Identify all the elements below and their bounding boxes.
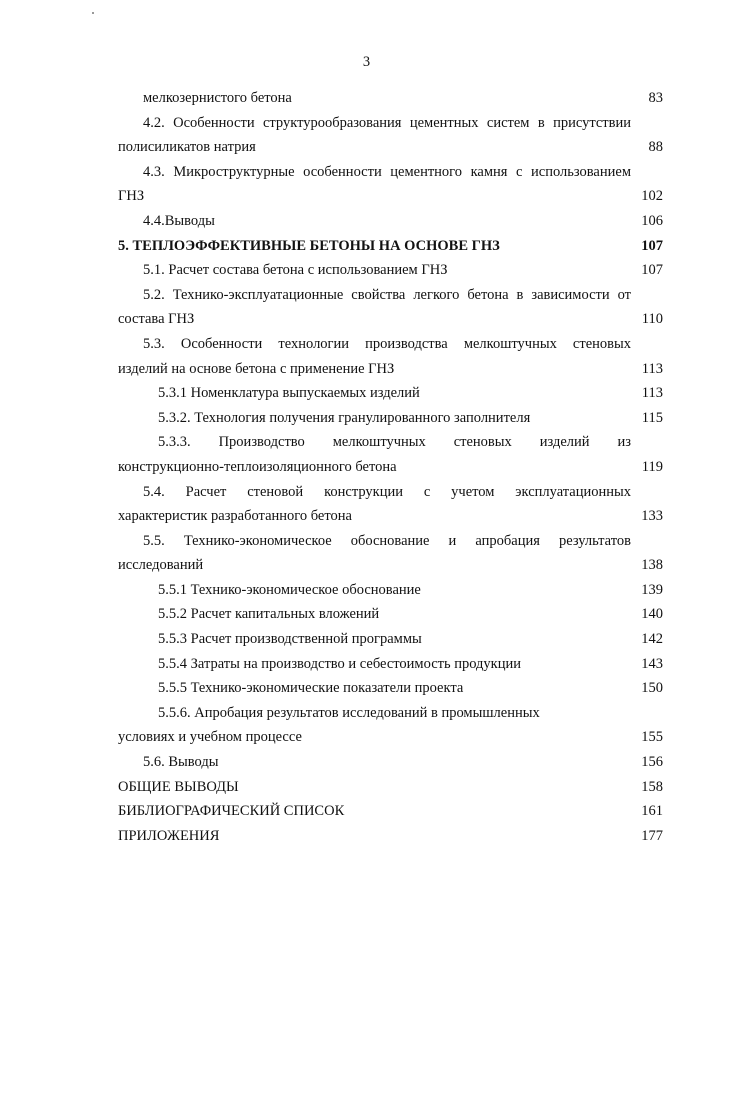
toc-entry-line: 5.5.1 Технико-экономическое обоснование	[158, 581, 421, 598]
toc-entry-page: 140	[641, 606, 663, 623]
toc-entry-line: 5.5. Технико-экономическое обоснование и апробация результатов	[143, 532, 631, 549]
toc-entry-page: 142	[641, 631, 663, 648]
toc-entry-line: 5.4. Расчет стеновой конструкции с учетом эксплуатационных	[143, 483, 631, 500]
toc-entry-page: 83	[648, 90, 663, 106]
toc-entry-page: 107	[641, 237, 663, 254]
toc-entry-page: 133	[641, 508, 663, 525]
toc-entry-5-5-5	[118, 676, 663, 701]
toc-entry-page: 113	[641, 360, 663, 377]
toc-entry-line: 5.6. Выводы	[143, 754, 219, 771]
toc-entry-line: 5.3. Особенности технологии производства мелкоштучных стеновых	[143, 335, 631, 352]
toc-entry-page: 113	[641, 385, 663, 402]
toc-entry-page: 88	[648, 139, 663, 156]
toc-entry-line: 5.5.5 Технико-экономические показатели проекта	[158, 680, 464, 697]
toc-entry-page: 119	[641, 458, 663, 475]
toc-entry-4-4	[118, 209, 663, 234]
toc-entry-4-2	[118, 111, 663, 160]
toc-entry-line: состава ГНЗ	[118, 311, 195, 328]
toc-entry-5-4	[118, 480, 663, 529]
toc-entry-5-3	[118, 332, 663, 381]
toc-entry-line: 5.2. Технико-эксплуатационные свойства легкого бетона в зависимости от	[143, 286, 631, 303]
toc-entry-page: 156	[641, 754, 663, 771]
toc-entry-bibliography	[118, 799, 663, 824]
toc-entry-line: 5.3.3. Производство мелкоштучных стеновых изделий из	[158, 434, 631, 451]
toc-entry-5-5-3	[118, 627, 663, 652]
toc-entry-page: 115	[641, 409, 663, 426]
toc-entry-line: ПРИЛОЖЕНИЯ	[118, 827, 220, 844]
toc-entry-page: 143	[641, 655, 663, 672]
toc-entry-page: 139	[641, 581, 663, 598]
toc-entry-general-conclusions	[118, 775, 663, 800]
toc-entry-line: полисиликатов натрия	[118, 139, 256, 156]
toc-entry-text: мелкозернистого бетона	[143, 90, 292, 106]
toc-entry-line: 5.1. Расчет состава бетона с использованием ГНЗ	[143, 262, 448, 279]
toc-entry-page: 138	[641, 557, 663, 574]
toc-entry-line: ГНЗ	[118, 188, 145, 205]
toc-entry-line: 5.3.1 Номенклатура выпускаемых изделий	[158, 385, 420, 402]
toc-entry-5-6	[118, 750, 663, 775]
toc-entry-5-1	[118, 258, 663, 283]
toc-entry-5	[118, 234, 663, 259]
toc-entry-line: изделий на основе бетона с применение ГНЗ	[118, 360, 395, 377]
toc-entry-5-5-1	[118, 578, 663, 603]
toc-entry-line: БИБЛИОГРАФИЧЕСКИЙ СПИСОК	[118, 803, 345, 820]
toc-entry-5-5-6	[118, 701, 663, 750]
toc-entry-line: 5.3.2. Технология получения гранулированного заполнителя	[158, 409, 531, 426]
toc-entry-page: 155	[641, 729, 663, 746]
scan-artifact-dot	[92, 12, 94, 14]
toc-entry-line: 5. ТЕПЛОЭФФЕКТИВНЫЕ БЕТОНЫ НА ОСНОВЕ ГНЗ	[118, 237, 500, 254]
page-number: 3	[362, 54, 371, 70]
toc-entry-5-3-1	[118, 381, 663, 406]
toc-entry-line: 5.5.2 Расчет капитальных вложений	[158, 606, 380, 623]
toc-entry-line: характеристик разработанного бетона	[118, 508, 352, 525]
toc-entry-5-5-2	[118, 602, 663, 627]
toc-entry-5-3-3	[118, 430, 663, 479]
toc-entry-5-2	[118, 283, 663, 332]
toc-entry-page: 107	[641, 262, 663, 279]
toc-entry-line: 4.2. Особенности структурообразования цементных систем в присутствии	[143, 114, 631, 131]
toc-entry-4-3	[118, 160, 663, 209]
toc-entry-page: 106	[641, 212, 663, 229]
toc-entry-page: 150	[641, 680, 663, 697]
toc-entry-line: 5.5.3 Расчет производственной программы	[158, 631, 422, 648]
toc-entry-line: 4.4.Выводы	[143, 212, 215, 229]
toc-entry-5-5	[118, 529, 663, 578]
toc-entry-line: 4.3. Микроструктурные особенности цементного камня с использованием	[143, 163, 631, 180]
toc-entry-appendices	[118, 824, 663, 849]
table-of-contents	[118, 86, 663, 848]
toc-entry-line: ОБЩИЕ ВЫВОДЫ	[118, 778, 239, 795]
toc-entry-page: 110	[641, 311, 663, 328]
toc-entry-line: 5.5.4 Затраты на производство и себестоимость продукции	[158, 655, 521, 672]
toc-entry-page: 161	[641, 803, 663, 820]
toc-entry-continued	[118, 86, 663, 111]
toc-entry-line: конструкционно-теплоизоляционного бетона	[118, 458, 397, 475]
toc-entry-line: условиях и учебном процессе	[118, 729, 302, 746]
toc-entry-page: 177	[641, 827, 663, 844]
toc-entry-page: 158	[641, 778, 663, 795]
toc-entry-line: исследований	[118, 557, 204, 574]
toc-entry-line: 5.5.6. Апробация результатов исследований в промышленных	[158, 704, 540, 721]
toc-entry-page: 102	[641, 188, 663, 205]
toc-entry-5-3-2	[118, 406, 663, 431]
toc-entry-5-5-4	[118, 652, 663, 677]
